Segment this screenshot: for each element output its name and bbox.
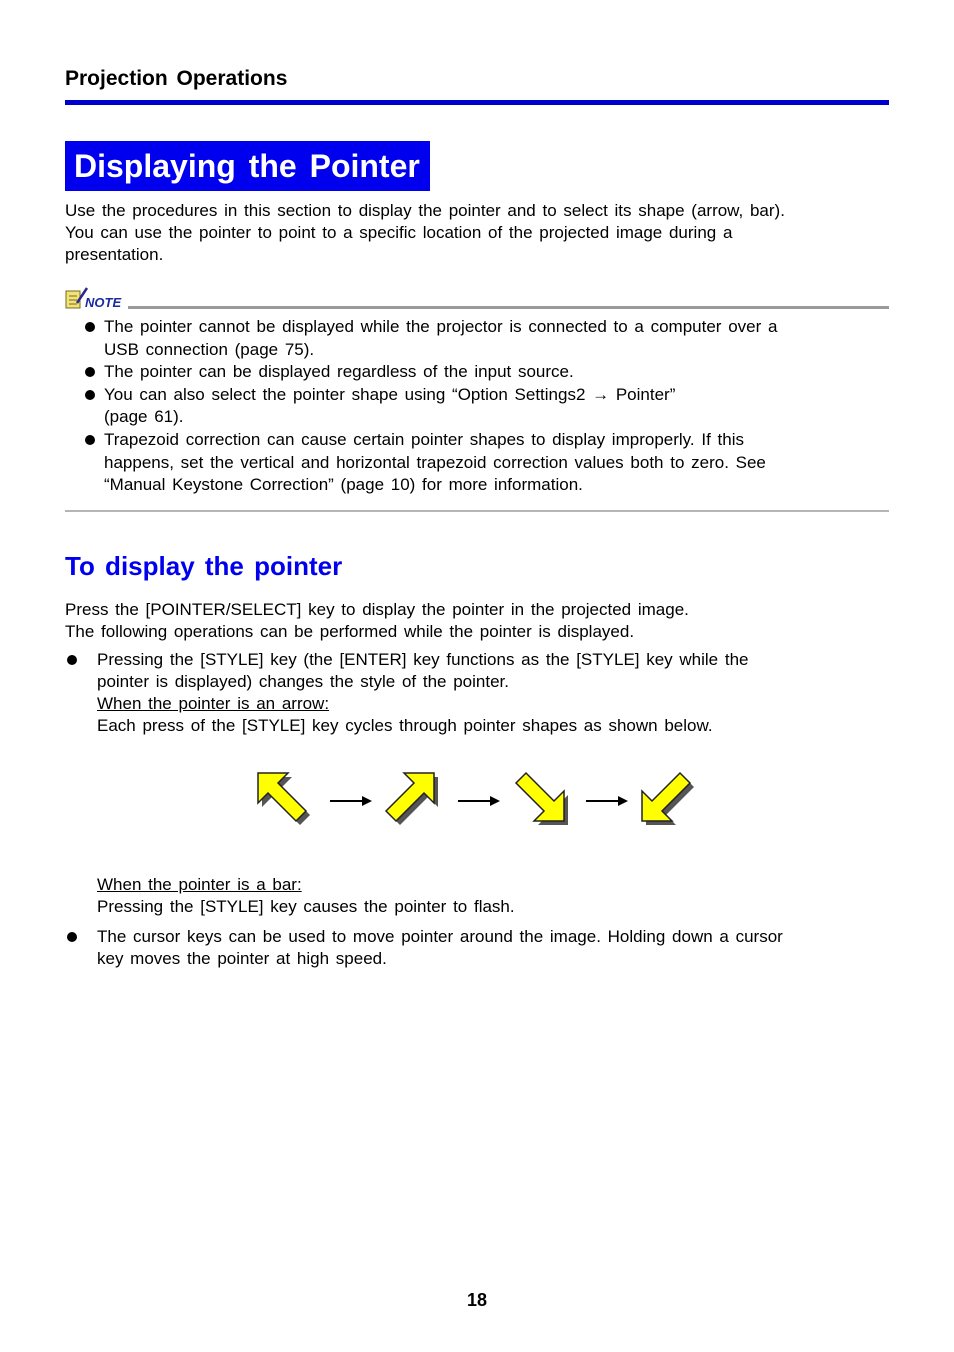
- bullet-icon: [85, 435, 95, 445]
- pointer-shapes-figure: [250, 765, 710, 835]
- list-item-text: “Manual Keystone Correction” (page 10) for more information.: [104, 475, 583, 495]
- bullet-icon: [67, 655, 77, 665]
- note-list: [80, 316, 840, 497]
- list-item: [80, 361, 840, 384]
- intro-line: You can use the pointer to point to a specific location of the projected image during a: [65, 223, 733, 242]
- steps-list-2: [65, 926, 855, 970]
- press-line: Press the [POINTER/SELECT] key to display the pointer in the projected image.: [65, 600, 689, 619]
- list-item-text: pointer is displayed) changes the style of the pointer.: [97, 672, 509, 691]
- list-item: [80, 384, 840, 429]
- list-item-text: Trapezoid correction can cause certain pointer shapes to display improperly. If this: [104, 429, 744, 449]
- bullet-icon: [85, 322, 95, 332]
- list-item: [65, 649, 855, 737]
- section-header: Projection Operations: [65, 67, 288, 90]
- bar-heading: When the pointer is a bar:: [97, 875, 302, 894]
- header-rule: [65, 100, 889, 105]
- note-rule: [128, 306, 889, 309]
- list-item-text: The pointer cannot be displayed while the projector is connected to a computer over a: [104, 317, 778, 336]
- intro-line: Use the procedures in this section to display the pointer and to select its shape (arrow, bar).: [65, 201, 785, 220]
- list-item-text: (page 61).: [104, 407, 184, 427]
- arrow-description: Each press of the [STYLE] key cycles through pointer shapes as shown below.: [97, 716, 713, 735]
- intro-line: presentation.: [65, 245, 164, 264]
- list-item-text: Pressing the [STYLE] key (the [ENTER] key functions as the [STYLE] key while the: [97, 650, 749, 669]
- arrow-down-right-icon: [516, 773, 568, 825]
- press-paragraph: [65, 599, 865, 643]
- bar-description: Pressing the [STYLE] key causes the pointer to flash.: [97, 897, 515, 916]
- arrow-up-left-icon: [258, 773, 310, 825]
- subsection-title: To display the pointer: [65, 551, 343, 581]
- bar-block: [97, 874, 857, 918]
- note-icon-label: NOTE: [85, 295, 122, 310]
- steps-list: [65, 649, 855, 737]
- bullet-icon: [85, 367, 95, 377]
- arrow-up-right-icon: [386, 773, 438, 825]
- list-item-text: The cursor keys can be used to move pointer around the image. Holding down a cursor: [97, 927, 783, 946]
- page-number: 18: [466, 1290, 488, 1310]
- list-item-text: USB connection (page 75).: [104, 339, 315, 359]
- bullet-icon: [85, 390, 95, 400]
- right-arrow-icon: [490, 796, 500, 806]
- press-line: The following operations can be performed while the pointer is displayed.: [65, 622, 635, 641]
- list-item-text: You can also select the pointer shape using “Option Settings2 → Pointer”: [104, 384, 676, 404]
- right-arrow-icon: [362, 796, 372, 806]
- note-icon: [65, 287, 125, 311]
- arrow-down-left-icon: [642, 773, 694, 825]
- list-item-text: The pointer can be displayed regardless of the input source.: [104, 362, 574, 382]
- arrow-heading: When the pointer is an arrow:: [97, 694, 330, 713]
- page-title: Displaying the Pointer: [65, 141, 430, 191]
- list-item: [65, 926, 855, 970]
- right-arrow-icon: [618, 796, 628, 806]
- list-item-text: key moves the pointer at high speed.: [97, 949, 387, 968]
- list-item: [80, 316, 840, 361]
- bullet-icon: [67, 932, 77, 942]
- list-item: [80, 429, 840, 497]
- intro-paragraph: [65, 200, 855, 266]
- note-end-rule: [65, 510, 889, 512]
- list-item-text: happens, set the vertical and horizontal trapezoid correction values both to zero. See: [104, 452, 766, 472]
